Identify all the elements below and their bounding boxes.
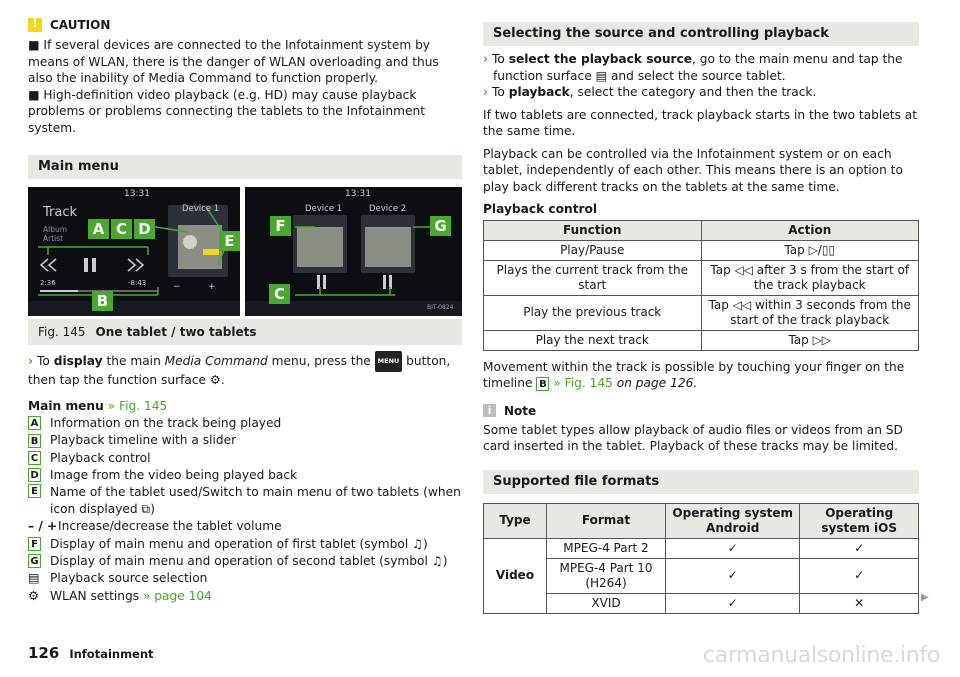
callout-d: D bbox=[134, 219, 155, 239]
movement-pre: Movement within the track is possible by touching your finger on the timeline bbox=[483, 359, 905, 390]
figure-caption bbox=[28, 319, 462, 345]
table-cell: ✓ bbox=[800, 538, 919, 558]
legend-text: Increase/decrease the tablet volume bbox=[58, 519, 282, 534]
para-two-tablets: If two tablets are connected, track playback starts in the two tablets at the same time. bbox=[483, 107, 918, 138]
table-row bbox=[484, 240, 919, 260]
step1-bold: select the playback source bbox=[508, 52, 693, 66]
legend-key-b: B bbox=[28, 434, 41, 448]
legend-key-g: G bbox=[28, 554, 41, 568]
formats-heading: Supported file formats bbox=[483, 470, 919, 494]
page-section-title: Infotainment bbox=[69, 647, 154, 661]
table-cell: Play the previous track bbox=[484, 295, 702, 330]
table-row bbox=[484, 593, 919, 613]
first-tablet-icon: ♫ bbox=[412, 536, 424, 551]
instr-bold: display bbox=[53, 353, 103, 368]
legend-key-f: F bbox=[28, 537, 41, 551]
step1-pre: To bbox=[492, 52, 509, 66]
left-column bbox=[28, 16, 462, 604]
step-chevron-icon: › bbox=[28, 353, 34, 368]
left-screen-time: 13:31 bbox=[124, 189, 150, 199]
info-icon: i bbox=[483, 404, 496, 417]
note-title: Note bbox=[504, 403, 537, 418]
movement-text bbox=[483, 359, 919, 392]
movement-key-b: B bbox=[536, 377, 549, 391]
table-cell: ✓ bbox=[666, 538, 800, 558]
legend-text: Information on the track being played bbox=[50, 416, 282, 431]
table-row bbox=[484, 295, 919, 330]
figure-code: BIT-0824 bbox=[427, 304, 454, 311]
table-cell: ✓ bbox=[666, 593, 800, 613]
note-header bbox=[483, 402, 919, 420]
function-surface-icon: ⚙ bbox=[209, 372, 221, 387]
table-cell: ✓ bbox=[666, 558, 800, 593]
figure-caption-num: Fig. 145 bbox=[38, 325, 86, 339]
legend-text: Playback source selection bbox=[50, 571, 208, 586]
watermark: carmanualsonline.info bbox=[702, 643, 940, 668]
main-menu-heading: Main menu bbox=[28, 155, 462, 179]
movement-post: on page 126. bbox=[616, 376, 698, 390]
svg-text:−: − bbox=[173, 282, 181, 292]
legend-item bbox=[28, 415, 462, 432]
instr-end: . bbox=[220, 372, 225, 387]
caution-title: CAUTION bbox=[50, 18, 111, 32]
source-icon: ▤ bbox=[595, 68, 608, 83]
table-cell: ✓ bbox=[800, 558, 919, 593]
table-row bbox=[484, 538, 919, 558]
page-footer bbox=[28, 644, 154, 662]
table-cell: Tap ◁◁ after 3 s from the start of the track playback bbox=[701, 260, 919, 295]
selecting-heading: Selecting the source and controlling playback bbox=[483, 22, 919, 46]
para-independent: Playback can be controlled via the Infotainment system or on each tablet, independently of each other. This means there is an option to play back different tracks on the tablets at the same time. bbox=[483, 146, 903, 194]
right-screen-device2: Device 2 bbox=[369, 204, 407, 214]
table-cell: Tap ▷▷ bbox=[701, 330, 919, 350]
step-chevron-icon: › bbox=[483, 52, 489, 66]
instr-post: button, then tap the function surface bbox=[28, 353, 451, 387]
callout-b: B bbox=[92, 291, 113, 311]
continue-arrow-icon: ▶ bbox=[921, 592, 929, 603]
legend-item bbox=[28, 466, 462, 483]
instr-mid2: menu, press the bbox=[267, 353, 375, 368]
legend-item: F Display of main menu and operation of first tablet (symbol ♫ ) bbox=[28, 535, 462, 552]
playback-control-table bbox=[483, 220, 919, 351]
note-text: Some tablet types allow playback of audio files or videos from an SD card inserted in the tablet. Playback of these tracks may be limited. bbox=[483, 422, 903, 453]
step-1 bbox=[483, 51, 919, 84]
callout-c-2: C bbox=[269, 284, 290, 304]
table-cell: MPEG-4 Part 2 bbox=[547, 538, 666, 558]
step1-post: , go to the main menu and tap the function surface bbox=[493, 52, 903, 83]
legend-item bbox=[28, 449, 462, 466]
legend-text: Display of main menu and operation of second tablet (symbol bbox=[50, 553, 428, 568]
playback-table-title-text: Playback control bbox=[483, 202, 598, 216]
left-screen-device: Device 1 bbox=[182, 204, 220, 214]
second-tablet-icon: ♫ bbox=[431, 553, 443, 568]
legend-text: Playback timeline with a slider bbox=[50, 433, 237, 448]
table-row bbox=[484, 558, 919, 593]
table-cell: Plays the current track from the start bbox=[484, 260, 702, 295]
legend-item bbox=[28, 570, 462, 587]
wlan-page-link[interactable]: » page 104 bbox=[142, 588, 212, 603]
left-screen-time-end: -8:43 bbox=[128, 279, 147, 287]
callout-g: G bbox=[430, 216, 451, 236]
legend-title bbox=[28, 398, 462, 415]
step-2 bbox=[483, 84, 919, 101]
wlan-settings-icon: ⚙ bbox=[28, 588, 39, 603]
legend-text: Display of main menu and operation of first tablet (symbol bbox=[50, 536, 409, 551]
table-cell: Tap ◁◁ within 3 seconds from the start of the track playback bbox=[701, 295, 919, 330]
figure-caption-text: One tablet / two tablets bbox=[95, 325, 257, 339]
legend-key-a: A bbox=[28, 416, 41, 430]
legend-text: Playback control bbox=[50, 450, 151, 465]
legend-text: Image from the video being played back bbox=[50, 468, 298, 483]
instr-pre: To bbox=[37, 353, 54, 368]
table-cell: Play/Pause bbox=[484, 240, 702, 260]
svg-text:+: + bbox=[208, 282, 216, 292]
table-header: Operating system iOS bbox=[800, 503, 919, 538]
table-cell: Play the next track bbox=[484, 330, 702, 350]
right-screen-device1: Device 1 bbox=[305, 204, 343, 214]
legend-text: Name of the tablet used/Switch to main menu of two tablets (when icon displayed bbox=[50, 484, 461, 516]
right-column bbox=[483, 22, 919, 614]
table-header: Function bbox=[484, 220, 702, 240]
legend-text: WLAN settings bbox=[50, 588, 140, 603]
source-selection-icon: ▤ bbox=[28, 571, 40, 586]
left-screen-artist: Artist bbox=[43, 234, 64, 243]
table-header: Format bbox=[547, 503, 666, 538]
playback-table-title bbox=[483, 201, 919, 218]
table-header: Type bbox=[484, 503, 547, 538]
warning-icon bbox=[28, 18, 42, 32]
legend-list bbox=[28, 415, 462, 605]
caution-item-2: ■ High-definition video playback (e.g. HD) may cause playback problems or problems connecting the tablets to the Infotainment system. bbox=[28, 87, 425, 135]
callout-c: C bbox=[111, 219, 132, 239]
screen-two-tablets bbox=[245, 187, 462, 316]
table-row bbox=[484, 330, 919, 350]
screen-one-tablet bbox=[28, 187, 240, 316]
callout-f: F bbox=[270, 216, 291, 236]
table-header: Action bbox=[701, 220, 919, 240]
legend-item: E Name of the tablet used/Switch to main menu of two tablets (when icon displayed ⧉) bbox=[28, 484, 462, 518]
legend-ref-link[interactable]: » Fig. 145 bbox=[107, 399, 168, 413]
formats-table bbox=[483, 503, 919, 614]
callout-e: E bbox=[219, 231, 240, 251]
movement-fig-link[interactable]: » Fig. 145 bbox=[553, 376, 613, 390]
legend-item bbox=[28, 432, 462, 449]
right-screen-time: 13:31 bbox=[345, 189, 371, 199]
legend-item bbox=[28, 587, 462, 604]
table-cell: MPEG-4 Part 10 (H264) bbox=[547, 558, 666, 593]
step1-end: and select the source tablet. bbox=[610, 68, 786, 83]
instr-mid1: the main bbox=[102, 353, 165, 368]
step-chevron-icon: › bbox=[483, 85, 489, 99]
step2-bold: playback bbox=[508, 85, 570, 99]
left-screen-track: Track bbox=[43, 205, 78, 220]
main-menu-instruction bbox=[28, 351, 462, 388]
caution-header bbox=[28, 16, 462, 34]
left-screen-time-start: 2:36 bbox=[40, 279, 56, 287]
table-cell-type: Video bbox=[484, 538, 547, 613]
step2-post: , select the category and then the track. bbox=[569, 85, 817, 99]
menu-key: MENU bbox=[375, 351, 403, 372]
step2-pre: To bbox=[492, 85, 509, 99]
table-cell: Tap ▷/▯▯ bbox=[701, 240, 919, 260]
legend-title-text: Main menu bbox=[28, 399, 104, 413]
left-screen-album: Album bbox=[43, 225, 68, 234]
legend-key-d: D bbox=[28, 468, 41, 482]
legend-key-c: C bbox=[28, 451, 41, 465]
legend-key-volume: – / + bbox=[28, 519, 58, 534]
legend-item bbox=[28, 518, 462, 535]
callout-a: A bbox=[88, 219, 109, 239]
caution-item-1: ■ If several devices are connected to the Infotainment system by means of WLAN, there is the danger of WLAN overloading and thus also the inability of Media Command to function properly. bbox=[28, 38, 439, 85]
two-tablets-icon: ⧉ bbox=[141, 501, 151, 516]
page-number: 126 bbox=[28, 644, 60, 662]
table-cell: ✕ bbox=[800, 593, 919, 613]
table-row bbox=[484, 260, 919, 295]
figure-145 bbox=[28, 183, 462, 345]
legend-item: G Display of main menu and operation of second tablet (symbol ♫ ) bbox=[28, 552, 462, 569]
table-header: Operating system Android bbox=[666, 503, 800, 538]
table-cell: XVID bbox=[547, 593, 666, 613]
legend-key-e: E bbox=[28, 484, 41, 498]
instr-italic: Media Command bbox=[164, 353, 268, 368]
